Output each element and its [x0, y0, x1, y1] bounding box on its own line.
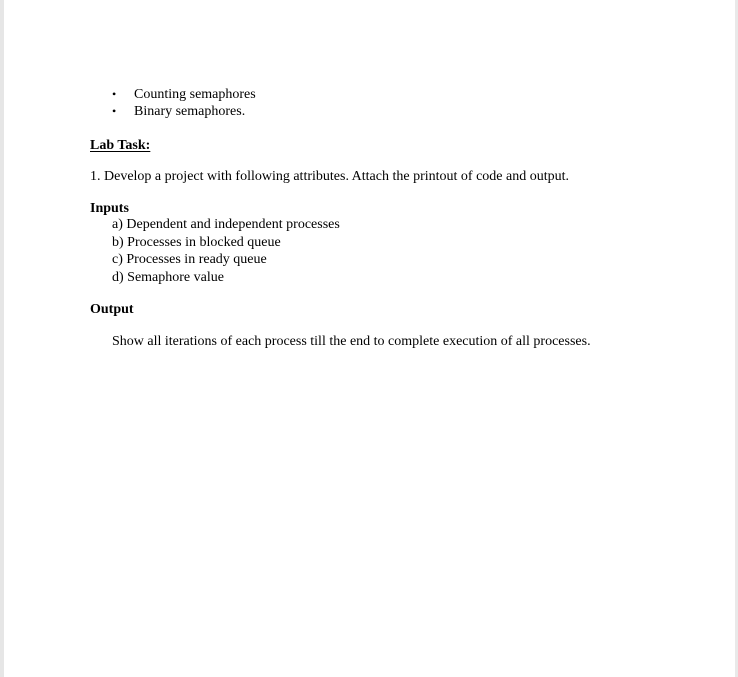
- inputs-heading: Inputs: [90, 201, 129, 216]
- lab-task-item: 1. Develop a project with following attributes. Attach the printout of code and output.: [90, 169, 570, 184]
- output-heading: Output: [90, 302, 134, 317]
- input-item-c: c) Processes in ready queue: [112, 252, 267, 267]
- output-text: Show all iterations of each process till the end to complete execution of all processes.: [112, 334, 591, 349]
- lab-task-heading: Lab Task:: [90, 138, 151, 153]
- input-item-b: b) Processes in blocked queue: [112, 235, 281, 250]
- bullet-marker: •: [112, 87, 117, 101]
- input-item-a: a) Dependent and independent processes: [112, 217, 340, 232]
- bullet-item-binary: Binary semaphores.: [134, 104, 246, 119]
- bullet-item-counting: Counting semaphores: [134, 87, 256, 102]
- input-item-d: d) Semaphore value: [112, 270, 224, 285]
- document-page: [4, 0, 735, 677]
- bullet-marker: •: [112, 104, 117, 118]
